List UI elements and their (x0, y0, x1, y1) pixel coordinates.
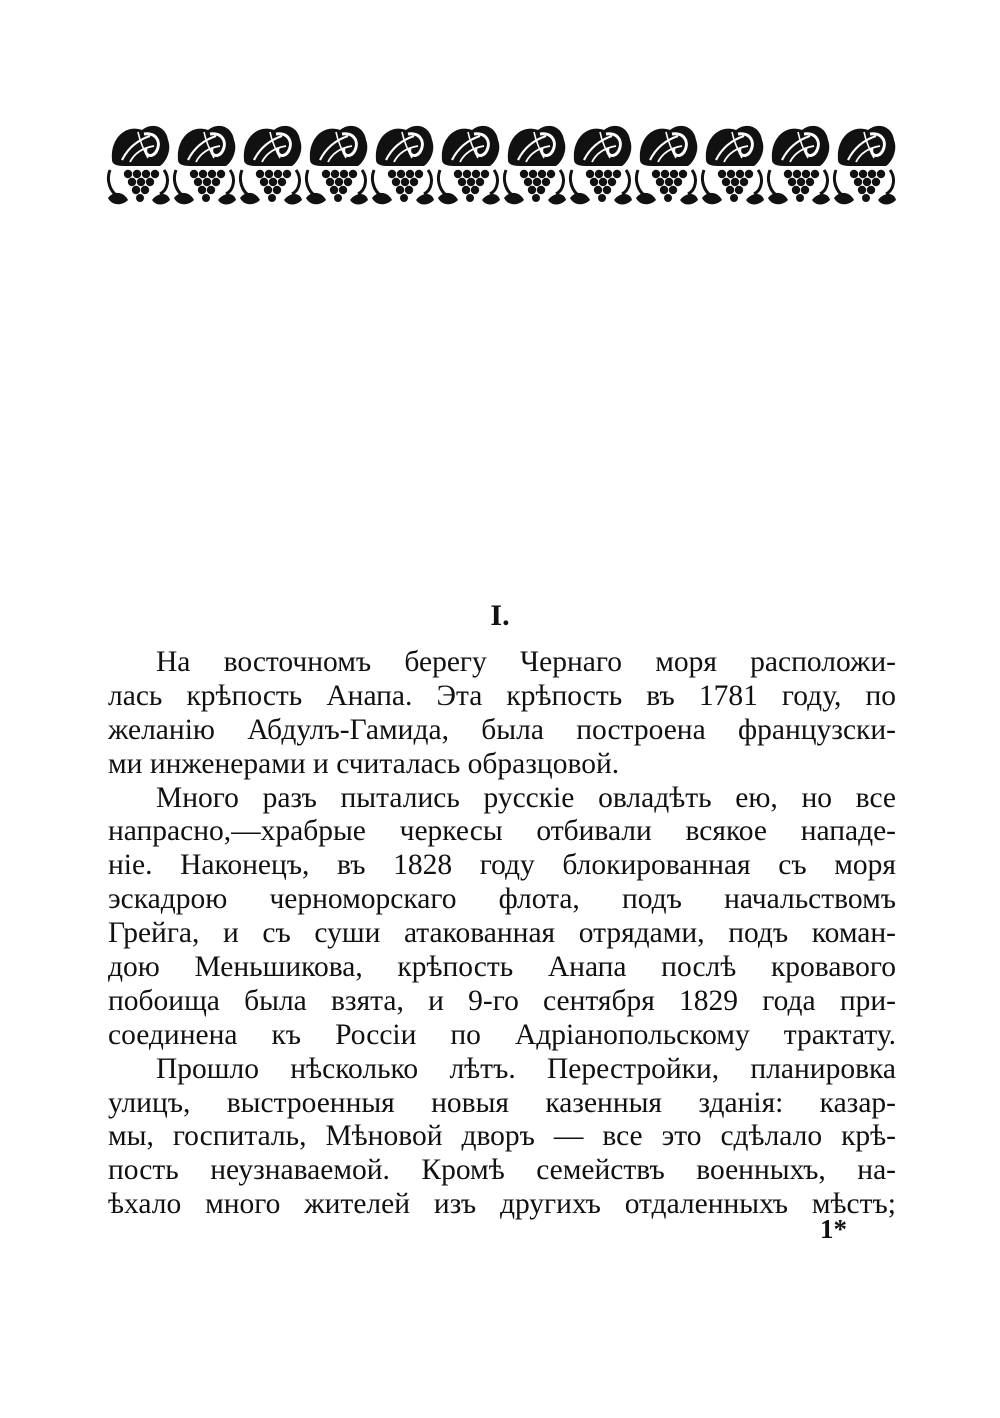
grape-motif-3 (240, 126, 302, 205)
text-line: ми инженерами и считалась образцовой. (108, 747, 620, 780)
grape-motif-5 (372, 126, 434, 205)
text-line: мы, госпиталь, Мѣновой дворъ — все это сдѣлало крѣ- (108, 1120, 896, 1153)
text-line: Грейга, и съ суши атакованная отрядами, подъ коман- (108, 917, 896, 950)
text-line: Прошло нѣсколько лѣтъ. Перестройки, планировка (156, 1052, 896, 1085)
text-line: лась крѣпость Анапа. Эта крѣпость въ 1781 году, по (108, 679, 896, 712)
ornament-border (104, 120, 896, 210)
text-line: соединена къ Россіи по Адріанопольскому трактату. (108, 1018, 896, 1051)
text-line: ніе. Наконецъ, въ 1828 году блокированная съ моря (108, 849, 896, 882)
grape-motif-2 (174, 126, 236, 205)
text-line: желанію Абдулъ-Гамида, была построена французски- (108, 713, 896, 746)
text-line: эскадрою черноморскаго флота, подъ начальствомъ (108, 883, 896, 916)
grape-motif-6 (438, 126, 500, 205)
text-line: На восточномъ берегу Чернаго моря расположи- (156, 646, 896, 678)
grape-motif-4 (306, 126, 368, 205)
grape-motif-11 (768, 126, 830, 205)
grape-motif-10 (702, 126, 764, 205)
grape-motif-1 (108, 126, 170, 205)
text-line: улицъ, выстроенныя новыя казенныя зданія: казар- (108, 1086, 896, 1119)
signature-mark: 1* (820, 1214, 847, 1244)
text-line: напрасно,—храбрые черкесы отбивали всякое нападе- (108, 815, 896, 848)
paragraph-1 (108, 646, 896, 782)
grape-motif-8 (570, 126, 632, 205)
text-line: ѣхало много жителей изъ другихъ отдаленныхъ мѣстъ; (108, 1188, 896, 1221)
text-line: дою Меньшикова, крѣпость Анапа послѣ кровавого (108, 951, 896, 984)
body-text (108, 646, 896, 1222)
grape-motif-7 (504, 126, 566, 205)
paragraph-2 (108, 782, 896, 1053)
text-line: Много разъ пытались русскіе овладѣть ею, но все (156, 781, 896, 814)
text-line: побоища была взята, и 9-го сентября 1829 года при- (108, 984, 896, 1017)
paragraph-3 (108, 1053, 896, 1222)
grape-motif-12 (834, 126, 896, 205)
chapter-number: I. (490, 599, 510, 632)
grape-motif-9 (636, 126, 698, 205)
text-line: пость неузнаваемой. Кромѣ семействъ военныхъ, на- (108, 1154, 896, 1187)
